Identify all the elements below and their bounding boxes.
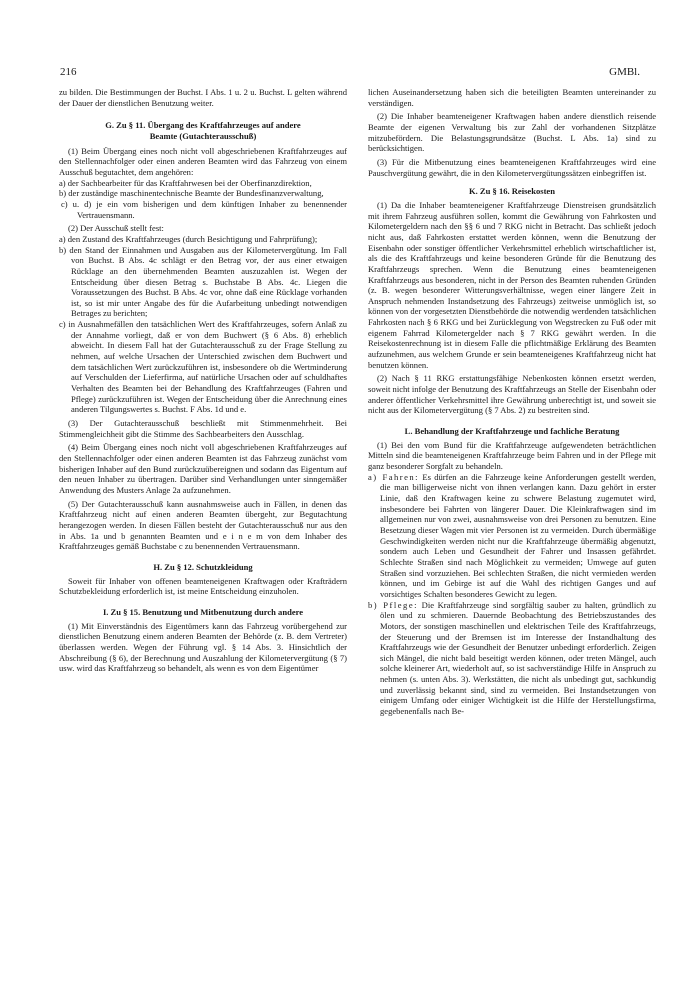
paragraph: (1) Beim Übergang eines noch nicht voll abgeschriebenen Kraftfahrzeuges auf den Stellennachfolger oder einen anderen Beamten wird das Fahrzeug von einem Ausschuß begutachtet, dem angehören: — [59, 145, 347, 177]
heading-line: Beamte (Gutachterausschuß) — [149, 130, 257, 141]
section-heading-g — [59, 120, 347, 141]
item-label: b) Pflege: — [368, 599, 418, 610]
left-column — [59, 87, 347, 674]
section-heading-h: H. Zu § 12. Schutzkleidung — [153, 561, 253, 572]
item-label: a) Fahren: — [368, 471, 420, 482]
paragraph: Soweit für Inhaber von offenen beamteneigenen Kraftwagen oder Krafträdern Schutzbekleidung erforderlich ist, ist meine Entscheidung einzuholen. — [59, 575, 347, 597]
section-heading-l: L. Behandlung der Kraftfahrzeuge und fachliche Beratung — [404, 426, 620, 437]
list-item: c) in Ausnahmefällen den tatsächlichen Wert des Kraftfahrzeuges, sofern Anlaß zu der Annahme vorliegt, daß er von dem Buchwert (§ 6 Abs. 8) erheblich abweicht. In diesem Fall hat der Gutachterausschuß zu der Frage Stellung zu nehmen, auf welche Ursachen der Unterschied zwischen dem Buchwert und dem tatsächlichen Wert zurückzuführen ist, insbesondere ob die Wertminderung auf Verschulden der Lieferfirma, auf natürliche Ursachen oder auf schuldhaftes Verhalten des Beamten bei der Behandlung des Kraftfahrzeuges (Fahren und Pflege) zurückzuführen ist. Wegen der Entscheidung über die Anrechnung eines anderen Tilgungswertes s. Buchst. F Abs. 1d und e. — [59, 319, 347, 415]
paragraph: (1) Mit Einverständnis des Eigentümers kann das Fahrzeug vorübergehend zur dienstlichen Benutzung einem anderen Beamten der Behörde (z. B. dem Vertreter) überlassen werden. Wegen der Führung vgl. § 14 Abs. 3. Hinsichtlich der Abschreibung (§ 6), der Berechnung und Auszahlung der Kilometervergütung (§ 7) usw. wird das Kraftfahrzeug so behandelt, als wenn es von dem Eigentümer — [59, 620, 347, 674]
paragraph: (3) Für die Mitbenutzung eines beamteneigenen Kraftfahrzeuges wird eine Pauschvergütung gewährt, die in den Kilometervergütungssätzen einbegriffen ist. — [368, 156, 656, 178]
right-column — [368, 87, 656, 717]
list-item: a) den Zustand des Kraftfahrzeuges (durch Besichtigung und Fahrprüfung); — [59, 233, 318, 244]
paragraph: (1) Bei den vom Bund für die Kraftfahrzeuge aufgewendeten beträchtlichen Mitteln sind die beamteneigenen Kraftfahrzeuge beim Fahren und in der Pflege mit ganz besonderer Sorgfalt zu behandeln. — [368, 439, 656, 471]
paragraph: lichen Auseinandersetzung haben sich die beteiligten Beamten untereinander zu verständigen. — [368, 87, 656, 108]
paragraph: (2) Die Inhaber beamteneigener Kraftwagen haben andere dienstlich reisende Beamte der eigenen Verwaltung bis zur Zahl der vorhandenen Sitzplätze mitzubefördern. Die Belastungsgrundsätze (Buchst. L Abs. 1a) sind zu berücksichtigen. — [368, 111, 656, 154]
paragraph: zu bilden. Die Bestimmungen der Buchst. I Abs. 1 u. 2 u. Buchst. L gelten während der Dauer der dienstlichen Benutzung weiter. — [59, 87, 347, 108]
list-item — [368, 472, 656, 600]
paragraph: (5) Der Gutachterausschuß kann ausnahmsweise auch in Fällen, in denen das Kraftfahrzeug nicht auf einen anderen Beamten übergeht, zur Begutachtung herangezogen werden. In diesen Fällen besteht der Gutachterausschuß nur aus den in Abs. 1a und b genannten Beamten und e i n e m von dem Inhaber des Kraftfahrzeuges gemäß Buchstabe c zu benennenden Vertrauensmann. — [59, 498, 347, 552]
paragraph: (1) Da die Inhaber beamteneigener Kraftfahrzeuge Dienstreisen grundsätzlich mit ihrem Fahrzeug ausführen sollen, kommt die Gewährung von Fahrkosten und Kilometergeldern nach den §§ 6 und 7 RKG nicht in Betracht. Das schließt jedoch nicht aus, daß Fahrkosten erstattet werden können, wenn die Benutzung der Eisenbahn oder sonstiger öffentlicher Verkehrsmittel erheblich wirtschaftlicher ist, als die des Kraftfahrzeugs und keine besonderen Gründe für die Benutzung des Kraftfahrzeugs sprechen. Wenn die Benutzung eines beamteneigenen Kraftfahrzeugs aus besonderen, nicht in der Person des Beamten ruhenden Gründen (z. B. wegen besonderer Witterungsverhältnisse, wegen einer längere Zeit in Anspruch nehmenden Instandsetzung des Fahrzeugs) zeitweise unmöglich ist, so können von der vorgesetzten Dienstbehörde die notwendig werdenden tatsächlichen Fahrkosten nach § 6 RKG und bei Zurücklegung von Wegstrecken zu Fuß oder mit eigenem Fahrrad Kilometergelder nach § 7 RKG gewährt werden. In die Reisekostenrechnung ist in diesem Falle die pflichtmäßige Erklärung des Beamten aufzunehmen, aus welchem Grunde er sein beamteneigenes Kraftfahrzeug nicht hat benutzen können. — [368, 199, 656, 370]
item-text: Die Kraftfahrzeuge sind sorgfältig sauber zu halten, gründlich zu ölen und zu schmieren. Dauernde Beobachtung des Betriebszustandes des Motors, der sonstigen maschinellen und elektrischen Teile des Kraftfahrzeugs, der Steuerung und der Bremsen ist im Interesse der Instandhaltung des Kraftfahrzeugs wie der Gesundheit der Benutzer unbedingt erforderlich. Zeigen sich Mängel, die nicht bald beseitigt werden können, oder treten Mängel, auch solche kleinerer Art, wiederholt auf, so ist sachverständige Hilfe in Anspruch zu nehmen (s. unten Abs. 3). Werkstätten, die nicht als unbedingt gut, sachkundig und zuverlässig bekannt sind, sind zu vermeiden. Bei Instandsetzungen von einigem Umfang oder einiger Wichtigkeit ist die Hilfe der Herstellungsfirma, gegebenenfalls nach Be- — [380, 599, 656, 717]
item-text: Es dürfen an die Fahrzeuge keine Anforderungen gestellt werden, die man billigerweise nicht von ihnen verlangen kann. Dazu gehört in erster Linie, daß den Kraftwagen keine zu schwere Belastung zugemutet wird, insbesondere bei Fahrten von längerer Dauer. Die Kleinkraftwagen sind im allgemeinen nur von zwei, ausnahmsweise von drei Personen zu benutzen. Eine Besetzung dieser Wagen mit vier Personen ist zu vermeiden. Durch übermäßige Geschwindigkeiten werden nicht nur die Kraftfahrzeuge übermäßig abgenutzt, sondern auch Leben und Gesundheit der Fahrer und Insassen gefährdet. Schlechte Straßen sind nach Möglichkeit zu vermeiden; Umwege auf guten Straßen sind vorzuziehen. Bei schlechten Straßen, die nicht vermieden werden können, und im Gebirge ist auf die Wahl des richtigen Ganges und auf vorsichtiges Schalten besonderes Gewicht zu legen. — [380, 471, 656, 599]
list-item — [368, 600, 656, 717]
paragraph: (3) Der Gutachterausschuß beschließt mit Stimmenmehrheit. Bei Stimmengleichheit gibt die Stimme des Sachbearbeiters den Ausschlag. — [59, 418, 347, 439]
paragraph: (2) Der Ausschuß stellt fest: — [68, 223, 164, 234]
paragraph: (4) Beim Übergang eines noch nicht voll abgeschriebenen Kraftfahrzeuges auf den Stellennachfolger oder einen anderen Beamten ist das Fahrzeug zunächst vom bisherigen Inhaber auf den Bund zurückzuübereignen und sodann das Eigentum auf den neuen Inhaber zu übertragen. Darüber sind Verhandlungen unter sinngemäßer Anwendung des Musters Anlage 2a aufzunehmen. — [59, 442, 347, 495]
list-item: a) der Sachbearbeiter für das Kraftfahrwesen bei der Oberfinanzdirektion, — [59, 177, 312, 188]
page-number: 216 — [60, 66, 77, 78]
list-item: b) der zuständige maschinentechnische Beamte der Bundesfinanzverwaltung, — [59, 188, 324, 199]
list-item: b) den Stand der Einnahmen und Ausgaben aus der Kilometervergütung. Im Fall von Buchst. B Abs. 4c schlägt er den Betrag vor, der aus einer etwaigen Rücklage an den übernehmenden Beamten auszuzahlen ist. Wegen der Entscheidung über diesen Betrag s. Buchstabe B Abs. 4c. Liegen die Voraussetzungen des Buchst. B Abs. 4c vor, ohne daß eine Rücklage vorhanden ist, so ist mir unter Angabe des für die Aufarbeitung unbedingt notwendigen Betrages zu berichten; — [59, 244, 347, 319]
heading-line: G. Zu § 11. Übergang des Kraftfahrzeuges auf andere — [105, 120, 301, 131]
section-heading-k: K. Zu § 16. Reisekosten — [469, 186, 555, 197]
section-heading-i: I. Zu § 15. Benutzung und Mitbenutzung durch andere — [102, 606, 304, 617]
list-item: c) u. d) je ein vom bisherigen und dem künftigen Inhaber zu benennender Vertrauensmann. — [61, 198, 347, 220]
paragraph: (2) Nach § 11 RKG erstattungsfähige Nebenkosten können ersetzt werden, soweit nicht infolge der Benutzung des Kraftfahrzeugs an Stelle der Eisenbahn oder anderer öffentlicher Verkehrsmittel ihre Gewährung unberechtigt ist, und soweit sie nicht aus der Kilometervergütung (§ 7 Abs. 2) zu bestreiten sind. — [368, 373, 656, 416]
journal-header: GMBl. — [609, 66, 640, 78]
